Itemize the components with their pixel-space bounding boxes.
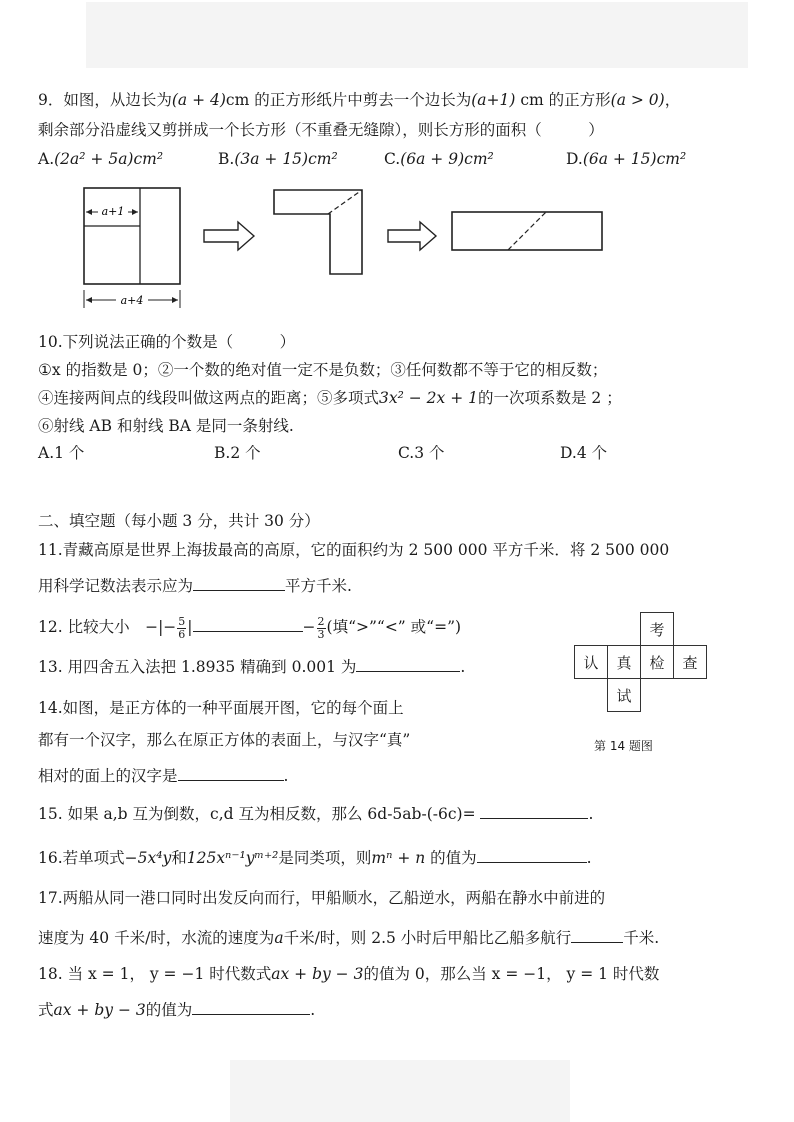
- rectangle-cut: [508, 212, 546, 250]
- l-shape: [274, 190, 362, 274]
- arrow-right-icon: [388, 222, 436, 250]
- q14-line3: 相对的面上的汉字是 .: [38, 764, 288, 786]
- q10-option-a[interactable]: A.1 个: [38, 444, 85, 462]
- net-face-4: 查: [673, 645, 707, 679]
- q15-line: 15. 如果 a,b 互为倒数，c,d 互为相反数，那么 6d-5ab-(-6c)= .: [38, 802, 593, 824]
- q12-line: 12. 比较大小 −|− $\frac{5}{6}$ | − $\frac{2}{3}$ (填“>”“<” 或“=”): [38, 614, 462, 641]
- q11-line2: 用科学记数法表示应为 平方千米.: [38, 574, 352, 596]
- q10-stem: 10.下列说法正确的个数是（ ）: [38, 333, 296, 351]
- q12-answer-blank[interactable]: [193, 615, 303, 632]
- scan-artifact-top: [86, 2, 748, 68]
- q9-line1: 9．如图，从边长为(a + 4)cm 的正方形纸片中剪去一个边长为(a+1) cm 的正方形(a > 0)，: [38, 91, 681, 109]
- q16-line: 16.若单项式−5x⁴y和125xⁿ⁻¹yᵐ⁺²是同类项，则mⁿ + n 的值为 .: [38, 846, 592, 868]
- arrow-right-icon: [204, 222, 254, 250]
- q17-line1: 17.两船从同一港口同时出发反向而行，甲船顺水，乙船逆水，两船在静水中前进的: [38, 889, 606, 907]
- net-face-1: 认: [574, 645, 608, 679]
- q9-option-d[interactable]: D.(6a + 15)cm²: [566, 150, 687, 168]
- q18-line2: 式ax + by − 3的值为 .: [38, 998, 315, 1020]
- q9-line2: 剩余部分沿虚线又剪拼成一个长方形（不重叠无缝隙），则长方形的面积（ ）: [38, 121, 604, 139]
- q9-option-b[interactable]: B.(3a + 15)cm²: [218, 150, 338, 168]
- q14-line2: 都有一个汉字，那么在原正方体的表面上，与汉字“真”: [38, 731, 411, 749]
- q17-line2: 速度为 40 千米/时，水流的速度为a千米/时，则 2.5 小时后甲船比乙船多航行 千米.: [38, 926, 659, 948]
- label-a-plus-4: a+4: [120, 294, 144, 307]
- q10-line3: ⑥射线 AB 和射线 BA 是同一条射线.: [38, 417, 294, 435]
- section-heading: 二、填空题（每小题 3 分，共计 30 分）: [38, 512, 320, 530]
- q10-line1: ①x 的指数是 0；②一个数的绝对值一定不是负数；③任何数都不等于它的相反数；: [38, 361, 608, 379]
- net-face-2: 真: [607, 645, 641, 679]
- outer-square: [84, 188, 180, 284]
- q14-answer-blank[interactable]: [178, 764, 284, 781]
- q11-answer-blank[interactable]: [193, 574, 285, 591]
- q17-answer-blank[interactable]: [571, 926, 623, 943]
- scan-artifact-bottom: [230, 1060, 570, 1122]
- q16-answer-blank[interactable]: [477, 846, 587, 863]
- q9-option-a[interactable]: A.(2a² + 5a)cm²: [38, 150, 164, 168]
- net-face-3: 检: [640, 645, 674, 679]
- l-shape-cut: [328, 190, 362, 214]
- q9-figure: [70, 178, 610, 318]
- q10-option-c[interactable]: C.3 个: [398, 444, 445, 462]
- q18-line1: 18. 当 x = 1， y = −1 时代数式ax + by − 3的值为 0，那么当 x = −1， y = 1 时代数: [38, 965, 660, 983]
- q11-line1: 11.青藏高原是世界上海拔最高的高原，它的面积约为 2 500 000 平方千米．将 2 500 000: [38, 541, 670, 559]
- net-bottom-face: 试: [607, 678, 641, 712]
- q13-answer-blank[interactable]: [356, 655, 460, 672]
- q10-line2: ④连接两间点的线段叫做这两点的距离；⑤多项式3x² − 2x + 1的一次项系数是 2 ；: [38, 389, 622, 407]
- q14-line1: 14.如图，是正方体的一种平面展开图，它的每个面上: [38, 699, 404, 717]
- q18-answer-blank[interactable]: [192, 998, 310, 1015]
- q10-option-b[interactable]: B.2 个: [214, 444, 261, 462]
- net-caption: 第 14 题图: [594, 739, 653, 753]
- q13-line: 13. 用四舍五入法把 1.8935 精确到 0.001 为 .: [38, 655, 465, 677]
- label-a-plus-1: a+1: [101, 205, 125, 218]
- q10-option-d[interactable]: D.4 个: [560, 444, 608, 462]
- net-top-face: 考: [640, 612, 674, 646]
- q9-option-c[interactable]: C.(6a + 9)cm²: [384, 150, 494, 168]
- q15-answer-blank[interactable]: [480, 802, 588, 819]
